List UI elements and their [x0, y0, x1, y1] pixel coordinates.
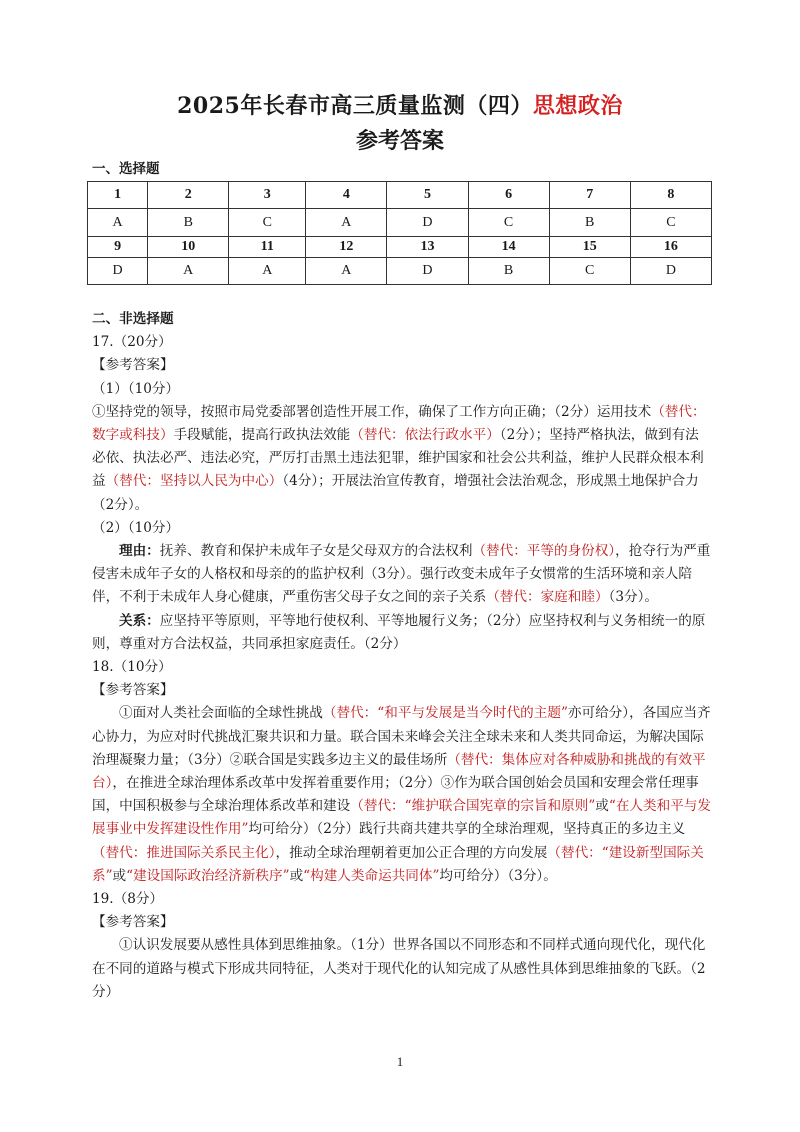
- answer-text: 亦可给分），各国应当齐心协力，为应对时代挑战汇聚共识和力量。联合国未来峰会关注全球未来和人类共同命运，为解决国际治理凝聚力量；（3分）②联合国是实践多边主义的最佳场所: [92, 705, 711, 768]
- page-title: [0, 91, 800, 121]
- answer-row: [88, 258, 712, 285]
- q17-reason: [92, 540, 712, 610]
- answer-text: ，在推进全球治理体系改革中发挥着重要作用；（2分）③作为联合国创始会员国和安理会常任理事国，中国积极参与全球治理体系改革和建设: [92, 775, 699, 815]
- answer-text: ①面对人类社会面临的全球性挑战: [119, 705, 323, 722]
- free-response-section: [92, 308, 712, 1004]
- alternative-answer-note: “构建人类命运共同体”: [303, 867, 440, 884]
- alternative-answer-note: （替代：平等的身份权）: [472, 543, 616, 560]
- answer-text: 抚养、教育和保护未成年子女是父母双方的合法权利: [159, 543, 473, 560]
- page-subtitle: 参考答案: [355, 128, 444, 154]
- question-number-cell: 7: [549, 182, 630, 209]
- answer-text: ，推动全球治理朝着更加公正合理的方向发展: [275, 844, 548, 861]
- q17-answer-tag: 【参考答案】: [92, 357, 174, 374]
- alternative-answer-note: （替代：“维护联合国宪章的宗旨和原则”: [350, 798, 596, 815]
- alternative-answer-note: （替代：依法行政水平）: [350, 427, 500, 444]
- answer-text: （4分）；开展法治宣传教育，增强社会法治观念，形成黑土地保护合力（2分）。: [92, 473, 699, 513]
- section-free-response-heading: 二、非选择题: [92, 311, 174, 327]
- page-number: 1: [396, 1054, 404, 1069]
- question-number-cell: 14: [468, 237, 549, 258]
- answer-cell: A: [306, 209, 387, 237]
- answer-cell: C: [630, 209, 711, 237]
- reason-label: 理由：: [119, 543, 160, 560]
- q19-answer-tag: 【参考答案】: [92, 914, 174, 931]
- answer-row: [88, 209, 712, 237]
- relation-label: 关系：: [119, 612, 160, 629]
- answer-cell: D: [630, 258, 711, 285]
- answer-cell: C: [468, 209, 549, 237]
- relation-text: 应坚持平等原则，平等地行使权利、平等地履行义务；（2分）应坚持权利与义务相统一的原则，尊重对方合法权益，共同承担家庭责任。（2分）: [92, 612, 706, 652]
- answer-cell: B: [468, 258, 549, 285]
- answer-cell: A: [88, 209, 148, 237]
- q19-text: ①认识发展要从感性具体到思维抽象。（1分）世界各国以不同形态和不同样式通向现代化，现代化在不同的道路与模式下形成共同特征，人类对于现代化的认知完成了从感性具体到思维抽象的飞跃。（2分）: [92, 937, 706, 1000]
- alternative-answer-note: “建设国际政治经济新秩序”: [126, 867, 290, 884]
- alternative-answer-note: （替代：“建设新型国际关系”: [92, 844, 704, 884]
- reason-text: [92, 543, 710, 605]
- question-number-cell: 6: [468, 182, 549, 209]
- answer-text: 或: [289, 867, 304, 884]
- section-multiple-choice-heading: 一、选择题: [92, 161, 160, 177]
- answer-table: [87, 181, 712, 285]
- q18-label: 18.（10分）: [92, 659, 172, 676]
- answer-cell: A: [148, 258, 229, 285]
- answer-cell: D: [387, 258, 468, 285]
- question-number-cell: 11: [229, 237, 306, 258]
- answer-cell: A: [229, 258, 306, 285]
- alternative-answer-note: （替代：推进国际关系民主化）: [92, 844, 276, 861]
- answer-text: 均可给分）（3分）。: [439, 867, 557, 884]
- alternative-answer-note: （替代：集体应对各种威胁和挑战的有效平台）: [92, 751, 706, 792]
- answer-text: （2分）；坚持严格执法，做到有法必依、执法必严、违法必究，严厉打击黑土违法犯罪，维护国家和社会公共利益，维护人民群众根本利益: [92, 427, 704, 490]
- question-number-cell: 13: [387, 237, 468, 258]
- q18-text: [92, 702, 712, 888]
- q17-label: 17.（20分）: [92, 334, 172, 351]
- q17-part1-text: [92, 401, 712, 517]
- answer-text: 手段赋能，提高行政执法效能: [173, 427, 351, 444]
- q18-answer-tag: 【参考答案】: [92, 682, 174, 699]
- alternative-answer-note: （替代：“和平与发展是当今时代的主题”: [322, 705, 568, 722]
- q17-part1-label: （1）（10分）: [92, 380, 180, 397]
- answer-text: 或: [595, 798, 609, 815]
- question-number-cell: 16: [630, 237, 711, 258]
- q17-relation: [92, 610, 712, 656]
- q17-part2-label: （2）（10分）: [92, 519, 180, 536]
- question-number-cell: 2: [148, 182, 229, 209]
- answer-cell: D: [88, 258, 148, 285]
- question-number-row: [88, 182, 712, 209]
- question-number-cell: 10: [148, 237, 229, 258]
- answer-text: （3分）。: [608, 589, 658, 606]
- question-number-cell: 15: [549, 237, 630, 258]
- alternative-answer-note: （替代：坚持以人民为中心）: [105, 473, 283, 490]
- alternative-answer-note: “在人类和平与发展事业中发挥建设性作用”: [92, 798, 711, 838]
- answer-text: ，抢夺行为严重侵害未成年子女的人格权和母亲的的监护权利（3分）。强行改变未成年子女惯常的生活环境和亲人陪伴，不利于未成年人身心健康，严重伤害父母子女之间的亲子关系: [92, 543, 711, 606]
- answer-cell: C: [229, 209, 306, 237]
- title-main: 2025年长春市高三质量监测（四）: [177, 93, 533, 119]
- question-number-cell: 12: [306, 237, 387, 258]
- question-number-cell: 4: [306, 182, 387, 209]
- answer-text: ①坚持党的领导，按照市局党委部署创造性开展工作，确保了工作方向正确；（2分）运用技术: [92, 403, 652, 420]
- answer-cell: D: [387, 209, 468, 237]
- title-subject: 思想政治: [532, 93, 623, 119]
- alternative-answer-note: （替代：数字或科技）: [92, 403, 706, 444]
- question-number-cell: 9: [88, 237, 148, 258]
- answer-cell: B: [549, 209, 630, 237]
- question-number-row: [88, 237, 712, 258]
- answer-cell: B: [148, 209, 229, 237]
- question-number-cell: 5: [387, 182, 468, 209]
- answer-text: 均可给分）（2分）践行共商共建共享的全球治理观，坚持真正的多边主义: [248, 821, 686, 838]
- question-number-cell: 1: [88, 182, 148, 209]
- alternative-answer-note: （替代：家庭和睦）: [486, 589, 609, 606]
- answer-cell: C: [549, 258, 630, 285]
- answer-cell: A: [306, 258, 387, 285]
- question-number-cell: 3: [229, 182, 306, 209]
- q19-label: 19.（8分）: [92, 891, 164, 908]
- answer-text: 或: [112, 867, 127, 884]
- question-number-cell: 8: [630, 182, 711, 209]
